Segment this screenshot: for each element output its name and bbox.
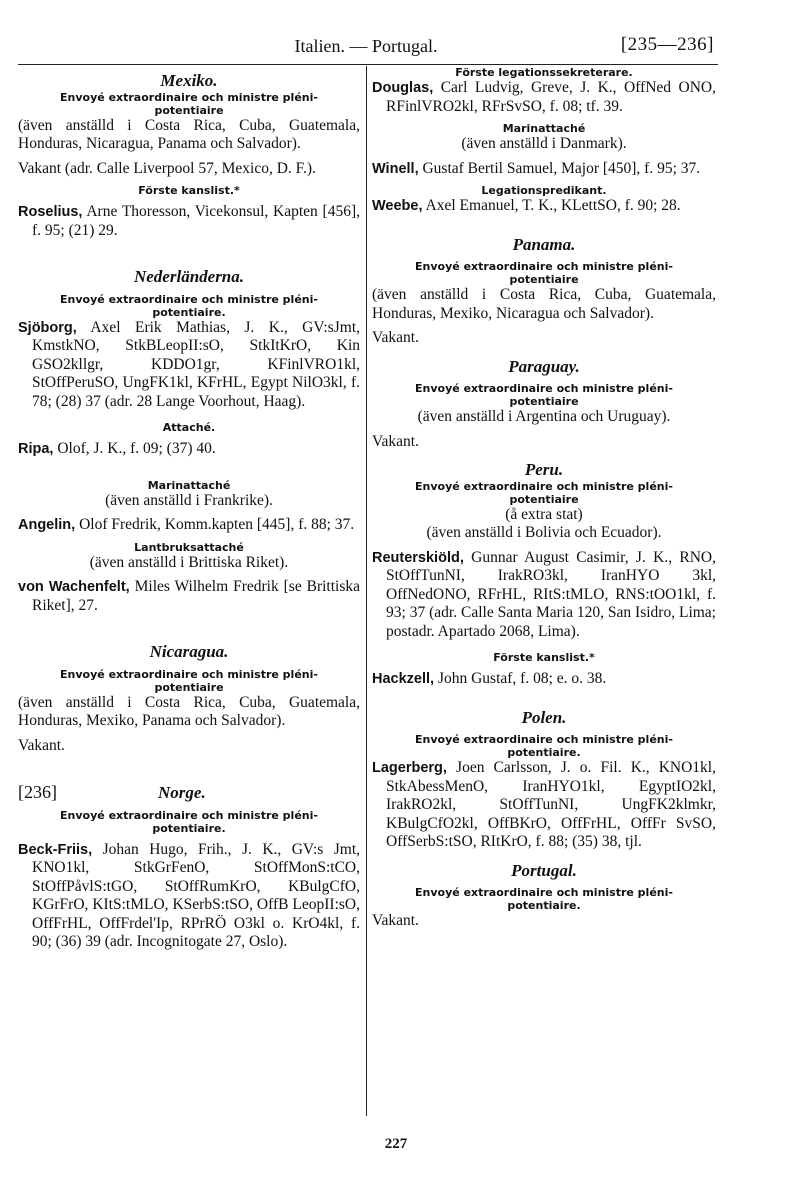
running-title: Italien. — Portugal. — [294, 36, 438, 56]
person-details: Axel Erik Mathias, J. K., GV:sJmt, KmstkNO, StkBLeopII:sO, StkItKrO, Kin GSO2kllgr, KDDO1gr, KFinlVRO1kl, StOffPeruSO, UngFK1kl, KFrHL, Egypt NilO3kl, f. 78; (28) 37 (adr. 28 Lange Voorhout, Haag). — [32, 318, 360, 410]
rank-heading-legationssekreterare: Förste legationssekreterare. — [455, 66, 633, 79]
person-name: von Wachenfelt, — [18, 579, 130, 595]
entry-ripa — [18, 440, 360, 459]
person-name: Lagerberg, — [372, 760, 447, 776]
country-heading-peru: Peru. — [524, 460, 564, 479]
person-details: Arne Thoresson, Vicekonsul, Kapten [456], f. 95; (21) 29. — [32, 203, 360, 239]
rank-heading-cont: potentiaire — [154, 103, 224, 117]
column-divider — [366, 66, 367, 1116]
person-name: Hackzell, — [372, 671, 435, 687]
marin-note: (även anställd i Frankrike). — [105, 491, 273, 509]
rank-heading-cont: potentiaire. — [507, 746, 581, 759]
rank-heading-attache: Attaché. — [162, 421, 216, 434]
person-details: Gunnar August Casimir, J. K., RNO, StOffTunNI, IrakRO3kl, IranHYO 3kl, OffNedONO, RFrHL, RItS:tMLO, RNS:tOO1kl, f. 93; 37 (adr. Calle Santa Maria 120, San Isidro, Lima; postadr. Apartado 2068, Lima). — [386, 548, 716, 640]
entry-lagerberg — [372, 759, 716, 852]
mexiko-note: (även anställd i Costa Rica, Cuba, Guatemala, Honduras, Nicaragua, Panama och Salvador). — [18, 116, 360, 152]
entry-roselius — [18, 203, 360, 240]
peru-note: (även anställd i Bolivia och Ecuador). — [426, 524, 662, 541]
rank-heading: Envoyé extraordinaire och ministre pléni- — [60, 667, 318, 681]
rank-heading-cont: potentiaire — [509, 492, 579, 506]
rank-heading-cont: potentiaire. — [507, 899, 581, 912]
rank-heading: Envoyé extraordinaire och ministre pléni- — [415, 886, 673, 899]
country-heading-nicaragua: Nicaragua. — [149, 642, 229, 661]
country-heading-panama: Panama. — [512, 234, 576, 254]
entry-beck-friis — [18, 841, 360, 952]
person-name: Weebe, — [372, 198, 423, 214]
page-marker: [236] — [18, 782, 57, 802]
person-name: Roselius, — [18, 204, 83, 220]
peru-extra-stat: (å extra stat) — [505, 505, 583, 523]
panama-note: (även anställd i Costa Rica, Cuba, Guatemala, Honduras, Mexiko, Nicaragua och Salvador). — [372, 286, 716, 322]
rank-heading-cont: potentiaire — [509, 273, 579, 286]
person-details: Olof Fredrik, Komm.kapten [445], f. 88; 37. — [75, 516, 355, 533]
person-details: Olof, J. K., f. 09; (37) 40. — [53, 440, 216, 457]
rank-heading: Envoyé extraordinaire och ministre pléni- — [60, 292, 318, 306]
person-details: Carl Ludvig, Greve, J. K., OffNed ONO, RFinlVRO2kl, RFrSvSO, f. 08; tf. 39. — [386, 79, 716, 115]
portugal-vakant: Vakant. — [372, 912, 419, 929]
mexiko-vakant: Vakant (adr. Calle Liverpool 57, Mexico, D. F.). — [18, 159, 316, 177]
entry-hackzell — [372, 670, 716, 689]
norge-heading-row — [18, 783, 360, 803]
rank-heading: Envoyé extraordinaire och ministre pléni- — [60, 90, 318, 104]
page-header — [18, 36, 714, 64]
country-heading-norge: Norge. — [158, 783, 206, 802]
entry-wachenfelt — [18, 578, 360, 615]
rank-heading-kanslist: Förste kanslist.* — [493, 651, 595, 664]
person-name: Beck-Friis, — [18, 841, 93, 858]
rank-heading-predikant: Legationspredikant. — [481, 184, 607, 197]
person-name: Sjöborg, — [18, 319, 77, 336]
rank-heading-lantbruk: Lantbruksattaché — [134, 540, 244, 554]
person-name: Winell, — [372, 160, 419, 177]
page-number: 227 — [384, 1136, 408, 1152]
country-heading-portugal: Portugal. — [511, 860, 577, 880]
person-details: Gustaf Bertil Samuel, Major [450], f. 95; 37. — [418, 159, 701, 177]
rank-heading: Envoyé extraordinaire och ministre pléni- — [415, 733, 673, 746]
person-name: Reuterskiöld, — [372, 549, 464, 566]
rank-heading: Envoyé extraordinaire och ministre pléni- — [415, 382, 673, 395]
header-rule — [18, 64, 718, 65]
person-name: Angelin, — [18, 517, 76, 533]
panama-vakant: Vakant. — [372, 329, 419, 346]
rank-heading: Envoyé extraordinaire och ministre pléni- — [60, 808, 318, 822]
nicaragua-note: (även anställd i Costa Rica, Cuba, Guatemala, Honduras, Mexiko, Panama och Salvador). — [18, 693, 360, 729]
left-column — [18, 66, 360, 952]
country-heading-paraguay: Paraguay. — [508, 356, 580, 376]
nicaragua-vakant: Vakant. — [18, 736, 65, 754]
person-details: John Gustaf, f. 08; e. o. 38. — [434, 670, 607, 687]
entry-weebe — [372, 197, 716, 216]
right-column — [372, 66, 716, 931]
entry-sjoborg — [18, 319, 360, 412]
person-details: Axel Emanuel, T. K., KLettSO, f. 90; 28. — [422, 197, 681, 214]
person-details: Johan Hugo, Frih., J. K., GV:s Jmt, KNO1kl, StkGrFenO, StOffMonS:tCO, StOffPåvlS:tGO, StOffRumKrO, KBulgCfO, KGrFrO, KItS:tMLO, KSerbS:tSO, OffB LeopII:sO, OffFrHL, OffFrdel'Ip, RPrRÖ O3kl o. KrO4kl, f. 90; (36) 39 (adr. Incognitogate 27, Oslo). — [32, 840, 360, 950]
entry-reuterskiold — [372, 549, 716, 642]
rank-heading-marinattache: Marinattaché — [502, 122, 586, 135]
entry-douglas — [372, 79, 716, 116]
entry-angelin — [18, 516, 360, 535]
rank-heading: Envoyé extraordinaire och ministre pléni- — [415, 260, 673, 273]
page-range: [235—236] — [620, 34, 714, 55]
rank-heading-cont: potentiaire — [509, 395, 579, 408]
person-name: Douglas, — [372, 80, 434, 96]
rank-heading: Envoyé extraordinaire och ministre pléni- — [415, 479, 673, 493]
marin-note: (även anställd i Danmark). — [461, 135, 627, 152]
person-name: Ripa, — [18, 441, 54, 457]
rank-heading-marinattache: Marinattaché — [147, 478, 231, 492]
person-details: Miles Wilhelm Fredrik [se Brittiska Riket], 27. — [32, 578, 361, 614]
entry-winell — [372, 160, 716, 179]
paraguay-note: (även anställd i Argentina och Uruguay). — [417, 408, 671, 425]
country-heading-polen: Polen. — [521, 707, 567, 727]
rank-heading-cont: potentiaire — [154, 680, 224, 694]
country-heading-mexiko: Mexiko. — [160, 71, 218, 90]
lantbruk-note: (även anställd i Brittiska Riket). — [89, 553, 289, 571]
country-heading-nederlanderna: Nederländerna. — [133, 267, 245, 286]
rank-heading-cont: potentiaire. — [152, 821, 226, 835]
rank-heading-cont: potentiaire. — [152, 305, 226, 319]
paraguay-vakant: Vakant. — [372, 432, 419, 450]
person-details: Joen Carlsson, J. o. Fil. K., KNO1kl, StkAbessMenO, IranHYO1kl, EgyptIO2kl, IrakRO2kl, StOffTunNI, UngFK2klmkr, KBulgCfO2kl, OffBKrO, OffFrHL, OffFr SvSO, OffSerbS:tSO, RItKrO, f. 88; (35) 38, tjl. — [386, 759, 716, 850]
rank-heading-kanslist: Förste kanslist.* — [138, 184, 240, 197]
